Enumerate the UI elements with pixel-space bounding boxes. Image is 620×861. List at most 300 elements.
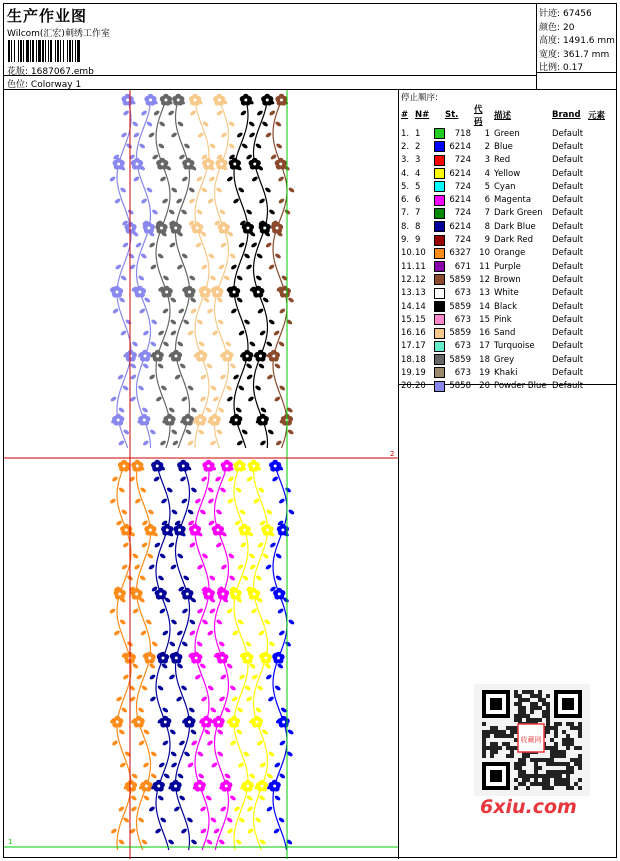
color-swatch [434,208,445,219]
leaf-motif [200,374,207,381]
leaf-motif [241,143,248,150]
leaf-motif [151,209,158,216]
leaf-motif [257,685,264,692]
flower-motif [238,524,250,536]
leaf-motif [141,407,148,414]
stop-needle: 15 [415,314,426,325]
leaf-motif [258,487,265,494]
leaf-motif [267,696,274,703]
leaf-motif [196,564,203,571]
leaf-motif [229,253,236,260]
stop-description: Green [494,128,520,139]
leaf-motif [194,674,201,681]
leaf-motif [157,330,164,337]
color-swatch [434,181,445,192]
leaf-motif [279,740,286,747]
stop-row [401,353,608,366]
leaf-motif [195,242,202,249]
stop-stitches: 5859 [449,301,471,312]
leaf-motif [149,674,156,681]
flower-motif [209,414,221,426]
leaf-motif [146,121,153,128]
leaf-motif [235,839,242,846]
leaf-motif [216,619,223,626]
vine-stem [195,96,209,448]
leaf-motif [168,542,175,549]
flower-motif [177,460,189,472]
company-name: Wilcom(汇宏)刺绣工作室 [7,29,110,39]
leaf-motif [229,795,236,802]
leaf-motif [199,396,206,403]
leaf-motif [259,762,266,769]
leaf-motif [218,264,225,271]
leaf-motif [131,773,138,780]
stop-code: 13 [479,288,490,299]
leaf-motif [120,330,127,337]
leaf-motif [250,608,257,615]
stop-brand: Default [552,235,584,246]
leaf-motif [259,440,266,447]
leaf-motif [168,407,175,414]
leaf-motif [219,487,226,494]
col-swatch [431,103,445,127]
leaf-motif [232,198,239,205]
flower-motif [121,94,133,106]
leaf-motif [149,663,156,670]
leaf-motif [236,132,243,139]
leaf-motif [274,396,281,403]
leaf-motif [268,209,275,216]
qr-badge-text: 收藏网 [520,736,542,744]
leaf-motif [245,264,252,271]
leaf-motif [238,330,245,337]
leaf-motif [215,187,222,194]
leaf-motif [131,341,138,348]
leaf-motif [163,773,170,780]
stop-stitches: 671 [454,261,471,272]
leaf-motif [160,385,167,392]
leaf-motif [170,132,177,139]
leaf-motif [177,121,184,128]
stop-sequence-caption: 停止顺序: [401,93,438,103]
leaf-motif [183,319,190,326]
stop-index: 1. [401,128,410,139]
flower-motif [251,716,263,728]
leaf-motif [249,773,256,780]
leaf-motif [237,707,244,714]
flower-motif [172,94,184,106]
leaf-motif [228,143,235,150]
stop-brand: Default [552,314,584,325]
stop-stitches: 724 [454,235,471,246]
leaf-motif [175,696,182,703]
leaf-motif [243,751,250,758]
leaf-motif [187,762,194,769]
stop-swatch [431,273,445,286]
leaf-motif [138,275,145,282]
leaf-motif [201,264,208,271]
leaf-motif [232,374,239,381]
leaf-motif [288,509,295,516]
stop-row [401,140,608,153]
leaf-motif [233,806,240,813]
leaf-motif [240,110,247,117]
leaf-motif [149,696,156,703]
leaf-motif [189,110,196,117]
leaf-motif [207,198,214,205]
stop-brand: Default [552,168,584,179]
vine-stem [215,96,229,448]
leaf-motif [185,429,192,436]
leaf-motif [255,707,262,714]
watermark-logo: 6xiu.com [480,796,577,818]
stop-stitches: 6214 [449,168,471,179]
leaf-motif [240,542,247,549]
flower-motif [257,414,269,426]
stop-index: 20. [401,381,415,392]
stop-brand: Default [552,288,584,299]
leaf-motif [238,187,245,194]
leaf-motif [152,154,159,161]
leaf-motif [200,696,207,703]
leaf-motif [162,308,169,315]
flower-motif [212,524,224,536]
leaf-motif [205,407,212,414]
stop-element [588,140,608,153]
leaf-motif [137,707,144,714]
leaf-motif [157,795,164,802]
flower-motif [275,158,287,170]
leaf-motif [211,330,218,337]
design-label: 花版: [7,67,29,77]
leaf-motif [241,429,248,436]
leaf-motif [153,476,160,483]
leaf-motif [253,498,260,505]
stop-swatch [431,260,445,273]
stop-description: Grey [494,354,515,365]
stop-row [401,233,608,246]
stop-stitches: 724 [454,155,471,166]
stop-stitches: 5859 [449,328,471,339]
stop-element [588,300,608,313]
leaf-motif [145,619,152,626]
leaf-motif [270,154,277,161]
leaf-motif [275,575,282,582]
leaf-motif [266,341,273,348]
stop-description: Magenta [494,195,532,206]
stop-element [588,220,608,233]
leaf-motif [268,264,275,271]
flower-motif [277,716,289,728]
leaf-motif [215,509,222,516]
leaf-motif [160,498,167,505]
leaf-motif [199,509,206,516]
flower-motif [256,780,268,792]
stop-index: 8. [401,221,410,232]
leaf-motif [120,275,127,282]
flower-motif [118,460,130,472]
design-filename: 1687067.emb [30,67,94,77]
leaf-motif [151,319,158,326]
flower-motif [220,780,232,792]
leaf-motif [278,630,285,637]
leaf-motif [139,143,146,150]
leaf-motif [121,509,128,516]
leaf-motif [217,319,224,326]
leaf-motif [130,374,137,381]
leaf-motif [268,751,275,758]
leaf-motif [243,319,250,326]
leaf-motif [177,773,184,780]
stat-value: 20 [563,22,575,33]
stop-needle: 2 [415,141,421,152]
stop-swatch [431,140,445,153]
flower-motif [125,780,137,792]
leaf-motif [122,110,129,117]
leaf-motif [237,762,244,769]
flower-motif [140,780,152,792]
stop-index: 13. [401,288,415,299]
leaf-motif [176,663,183,670]
leaf-motif [170,751,177,758]
leaf-motif [234,520,241,527]
leaf-motif [190,297,197,304]
leaf-motif [287,729,294,736]
color-swatch [434,128,445,139]
flower-motif [248,460,260,472]
leaf-motif [167,839,174,846]
leaf-motif [168,674,175,681]
vine-stem [273,96,287,448]
leaf-motif [143,795,150,802]
leaf-motif [251,176,258,183]
stop-stitches: 5859 [449,354,471,365]
leaf-motif [161,198,168,205]
vine-stem [117,96,131,448]
flower-motif [182,414,194,426]
leaf-motif [166,487,173,494]
leaf-motif [175,198,182,205]
leaf-motif [170,762,177,769]
leaf-motif [206,740,213,747]
leaf-motif [118,407,125,414]
leaf-motif [149,429,156,436]
leaf-motif [236,297,243,304]
leaf-motif [207,630,214,637]
stop-brand: Default [552,341,584,352]
leaf-motif [220,132,227,139]
leaf-motif [198,773,205,780]
leaf-motif [117,374,124,381]
leaf-motif [179,363,186,370]
stop-index: 4. [401,168,410,179]
stop-element [588,366,608,379]
leaf-motif [140,630,147,637]
leaf-motif [203,297,210,304]
leaf-motif [158,762,165,769]
leaf-motif [174,374,181,381]
leaf-motif [110,396,117,403]
flower-motif [159,716,171,728]
leaf-motif [196,608,203,615]
stop-description: Dark Green [494,208,543,219]
leaf-motif [274,795,281,802]
leaf-motif [141,685,148,692]
leaf-motif [157,685,164,692]
leaf-motif [269,110,276,117]
leaf-motif [246,795,253,802]
leaf-motif [208,253,215,260]
stop-needle: 8 [415,221,421,232]
stop-index: 14. [401,301,415,312]
leaf-motif [168,110,175,117]
flower-motif [212,716,224,728]
leaf-motif [120,187,127,194]
leaf-motif [199,806,206,813]
leaf-motif [224,773,231,780]
leaf-motif [220,806,227,813]
stop-description: Pink [494,314,512,325]
leaf-motif [196,176,203,183]
leaf-motif [190,308,197,315]
stop-row [401,247,608,260]
leaf-motif [187,385,194,392]
leaf-motif [244,685,251,692]
leaf-motif [147,553,154,560]
flower-motif [111,716,123,728]
leaf-motif [109,608,116,615]
leaf-motif [150,751,157,758]
stop-description: Dark Red [494,235,534,246]
stop-brand: Default [552,128,584,139]
leaf-motif [257,308,264,315]
flower-motif [131,158,143,170]
leaf-motif [159,176,166,183]
color-swatch [434,341,445,352]
leaf-motif [266,806,273,813]
leaf-motif [265,242,272,249]
leaf-motif [268,319,275,326]
leaf-motif [132,663,139,670]
leaf-motif [279,308,286,315]
stop-brand: Default [552,261,584,272]
stop-row [401,380,608,393]
leaf-motif [229,575,236,582]
stop-stitches: 724 [454,181,471,192]
leaf-motif [201,187,208,194]
flower-motif [112,414,124,426]
leaf-motif [220,242,227,249]
flower-motif [275,94,287,106]
leaf-motif [236,729,243,736]
flower-motif [183,716,195,728]
stat-row [539,47,609,60]
stop-row [401,180,608,193]
leaf-motif [212,396,219,403]
stats-panel [537,4,617,90]
stop-swatch [431,326,445,339]
stop-brand: Default [552,208,584,219]
leaf-motif [197,751,204,758]
marker-label: 2 [390,450,395,458]
leaf-motif [262,553,269,560]
stop-code: 19 [479,367,490,378]
leaf-motif [142,440,149,447]
flower-motif [221,350,233,362]
stop-needle: 13 [415,288,426,299]
leaf-motif [141,839,148,846]
flower-motif [189,524,201,536]
leaf-motif [279,773,286,780]
stop-code: 20 [479,381,490,392]
leaf-motif [215,542,222,549]
colorway-line [7,77,81,90]
leaf-motif [132,553,139,560]
leaf-motif [274,253,281,260]
leaf-motif [255,575,262,582]
colorway-name: Colorway 1 [30,80,82,90]
leaf-motif [243,253,250,260]
vine-stem [156,96,170,448]
stop-description: Brown [494,274,521,285]
flower-motif [249,158,261,170]
leaf-motif [211,762,218,769]
leaf-motif [196,641,203,648]
stop-swatch [431,353,445,366]
leaf-motif [109,498,116,505]
leaf-motif [206,308,213,315]
stop-code: 5 [484,181,490,192]
flower-motif [200,716,212,728]
leaf-motif [154,828,161,835]
color-swatch [434,195,445,206]
stop-needle: 5 [415,181,421,192]
leaf-motif [148,374,155,381]
leaf-motif [201,619,208,626]
leaf-motif [258,795,265,802]
flower-motif [213,94,225,106]
color-swatch [434,354,445,365]
leaf-motif [188,198,195,205]
stop-stitches: 6214 [449,221,471,232]
leaf-motif [154,542,161,549]
stop-brand: Default [552,274,584,285]
leaf-motif [238,674,245,681]
leaf-motif [216,297,223,304]
leaf-motif [288,619,295,626]
color-swatch [434,261,445,272]
leaf-motif [142,330,149,337]
stop-code: 14 [479,301,490,312]
leaf-motif [239,509,246,516]
leaf-motif [287,429,294,436]
leaf-motif [172,440,179,447]
leaf-motif [228,553,235,560]
flower-motif [202,460,214,472]
flower-motif [241,350,253,362]
leaf-motif [158,143,165,150]
stop-row [401,326,608,339]
stop-stitches: 6327 [449,248,471,259]
leaf-motif [248,553,255,560]
stop-element [588,180,608,193]
flower-motif [269,780,281,792]
leaf-motif [162,630,169,637]
leaf-motif [200,476,207,483]
stop-stitches: 673 [454,314,471,325]
stop-brand: Default [552,301,584,312]
leaf-motif [183,143,190,150]
